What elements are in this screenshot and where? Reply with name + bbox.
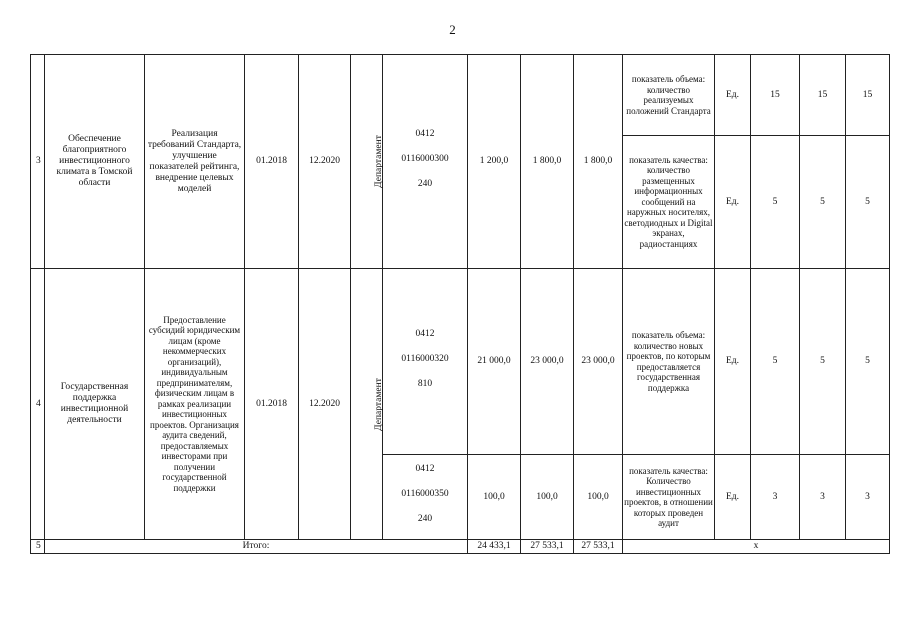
- amount-2019: 100,0: [521, 455, 574, 540]
- start-date-cell: 01.2018: [245, 269, 299, 540]
- indicator-value-2020: 5: [846, 269, 890, 455]
- csr-code: 0116000300: [401, 153, 449, 164]
- row-number: 5: [31, 540, 45, 554]
- vr-code: 240: [417, 514, 433, 524]
- end-date-cell: 12.2020: [299, 269, 351, 540]
- indicator-unit: Ед.: [715, 136, 751, 269]
- indicator-name: показатель качества: Количество инвестиционных проектов, в отношении которых проведен аудит: [623, 455, 715, 540]
- table-row: [31, 55, 890, 136]
- indicator-name: показатель объема: количество реализуемых положений Стандарта: [623, 55, 715, 136]
- executor-cell: [351, 269, 383, 540]
- indicator-value-2019: 15: [800, 55, 846, 136]
- indicator-value-2018: 5: [751, 136, 800, 269]
- vr-code: 810: [417, 378, 433, 389]
- budget-code-cell: [383, 455, 468, 540]
- page-number: 2: [449, 22, 456, 37]
- amount-2019: 23 000,0: [521, 269, 574, 455]
- indicator-unit: Ед.: [715, 55, 751, 136]
- indicator-value-2018: 5: [751, 269, 800, 455]
- amount-2019: 1 800,0: [521, 55, 574, 269]
- executor-cell: [351, 55, 383, 269]
- row-number: 4: [31, 269, 45, 540]
- activity-cell: Предоставление субсидий юридическим лицам (кроме некоммерческих организаций), индивидуальным предпринимателям, физическим лицам в рамках реализации инвестиционных проектов. Организация аудита сведений, предоставляемых инвесторами при получении государственной поддержки: [145, 269, 245, 540]
- executor-label: Департамент: [373, 135, 384, 188]
- section-code: 0412: [415, 464, 435, 474]
- budget-code-cell: [383, 55, 468, 269]
- section-code: 0412: [415, 128, 435, 139]
- indicator-value-2019: 5: [800, 136, 846, 269]
- indicator-unit: Ед.: [715, 269, 751, 455]
- vr-code: 240: [417, 178, 433, 189]
- total-amount-2018: 24 433,1: [468, 540, 521, 554]
- amount-2020: 100,0: [574, 455, 623, 540]
- amount-2020: 1 800,0: [574, 55, 623, 269]
- amount-2018: 1 200,0: [468, 55, 521, 269]
- total-amount-2019: 27 533,1: [521, 540, 574, 554]
- indicator-value-2020: 5: [846, 136, 890, 269]
- start-date-cell: 01.2018: [245, 55, 299, 269]
- indicator-value-2019: 3: [800, 455, 846, 540]
- indicator-value-2018: 15: [751, 55, 800, 136]
- indicator-value-2020: 15: [846, 55, 890, 136]
- total-row: [31, 540, 890, 554]
- total-amount-2020: 27 533,1: [574, 540, 623, 554]
- budget-code-cell: [383, 269, 468, 455]
- indicator-value-2018: 3: [751, 455, 800, 540]
- activity-cell: Реализация требований Стандарта, улучшение показателей рейтинга, внедрение целевых моделей: [145, 55, 245, 269]
- total-mark: х: [623, 540, 890, 554]
- executor-label: Департамент: [373, 377, 384, 431]
- csr-code: 0116000320: [401, 353, 449, 364]
- program-table: [30, 54, 890, 554]
- indicator-value-2019: 5: [800, 269, 846, 455]
- task-cell: Обеспечение благоприятного инвестиционного климата в Томской области: [45, 55, 145, 269]
- task-cell: Государственная поддержка инвестиционной деятельности: [45, 269, 145, 540]
- amount-2018: 100,0: [468, 455, 521, 540]
- indicator-name: показатель объема: количество новых проектов, по которым предоставляется государственная поддержка: [623, 269, 715, 455]
- amount-2018: 21 000,0: [468, 269, 521, 455]
- indicator-value-2020: 3: [846, 455, 890, 540]
- indicator-unit: Ед.: [715, 455, 751, 540]
- end-date-cell: 12.2020: [299, 55, 351, 269]
- section-code: 0412: [415, 328, 435, 339]
- csr-code: 0116000350: [401, 489, 449, 499]
- table-row: [31, 269, 890, 455]
- total-label: Итого:: [45, 540, 468, 554]
- amount-2020: 23 000,0: [574, 269, 623, 455]
- indicator-name: показатель качества: количество размещенных информационных сообщений на наружных носителях, светодиодных и Digital экранах, радиостанциях: [623, 136, 715, 269]
- row-number: 3: [31, 55, 45, 269]
